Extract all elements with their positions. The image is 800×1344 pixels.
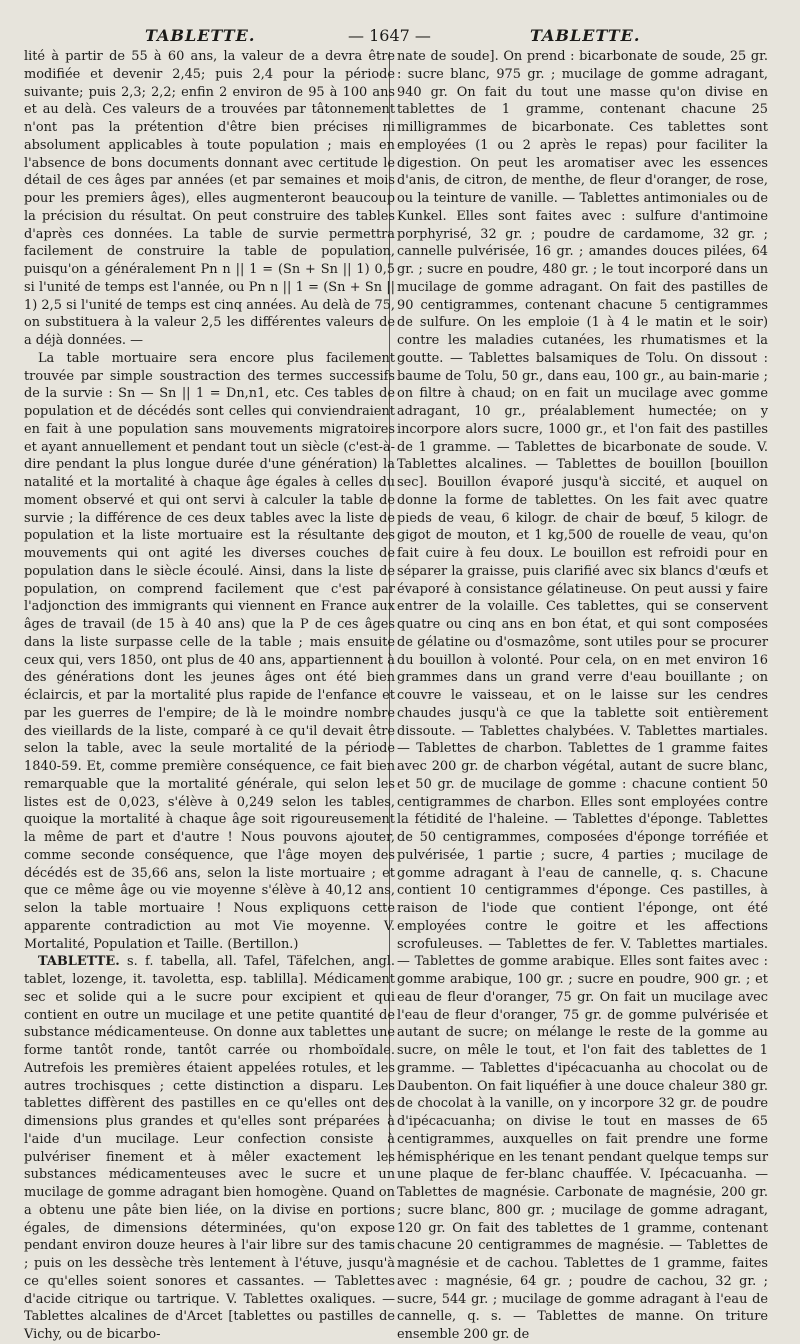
paragraph-table-mortuaire: La table mortuaire sera encore plus facilement trouvée par simple soustraction des termes successifs de la survie : Sn — Sn || 1 = Dn,n1, etc. Ces tables de population et de décédés sont celles qui conviendraient en fait à une population sans mouvements migratoires et ayant annuellement et pendant tout un siècle (c'est-à-dire pendant la plus longue durée d'une génération) la natalité et la mortalité à chaque âge égales à celles du moment observé et qui ont servi à calculer la table de survie ; la différence de ces deux tables avec la liste de population et la liste mortuaire est la résultante des mouvements qui ont agité les diverses couches de population dans le siècle écoulé. Ainsi, dans la liste de population, on comprend facilement que c'est par l'adjonction des immigrants qui viennent en France aux âges de travail (de 15 à 40 ans) que la P de ces âges dans la liste surpasse celle de la table ; mais ensuite ceux qui, vers 1850, ont plus de 40 ans, appartiennent à des générations dont les jeunes âges ont été bien éclaircis, et par la mortalité plus rapide de l'enfance et par les guerres de l'empire; de là le moindre nombre des vieillards de la liste, comparé à ce qu'il devait être selon la table, avec la seule mortalité de la période 1840-59. Et, comme première conséquence, ce fait bien remarquable que la mortalité générale, qui selon les listes est de 0,023, s'élève à 0,249 selon les tables, quoique la mortalité à chaque âge soit rigoureusement la même de part et d'autre ! Nous pouvons ajouter, comme seconde conséquence, que l'âge moyen des décédés est de 35,66 ans, selon la liste mortuaire ; et que ce même âge ou vie moyenne s'élève à 40,12 ans, selon la table mortuaire ! Nous expliquons cette apparente contradiction au mot Vie moyenne. V. Mortalité, Population et Taille. (Bertillon.) — [24, 350, 395, 952]
running-head-right: TABLETTE. — [530, 26, 641, 45]
entry-headword: TABLETTE. — [38, 954, 120, 970]
right-column — [397, 48, 768, 1344]
paragraph-table-values: lité à partir de 55 à 60 ans, la valeur de a devra être modifiée et devenir 2,45; puis 2,4 pour la période suivante; puis 2,3; 2,2; enfin 2 environ de 95 à 100 ans et au delà. Ces valeurs de a trouvées par tâtonnement n'ont pas la prétention d'être bien précises ni absolument applicables à toute population ; mais en l'absence de bons documents donnant avec certitude le détail de ces âges par années (et par semaines et mois pour les premiers âges), elles augmenteront beaucoup la précision du résultat. On peut construire des tables d'après ces données. La table de survie permettra facilement de construire la table de population, puisqu'on a généralement Pn n || 1 = (Sn + Sn || 1) 0,5 si l'unité de temps est l'année, ou Pn n || 1 = (Sn + Sn || 1) 2,5 si l'unité de temps est cinq années. Au delà de 75, on substituera à la valeur 2,5 les différentes valeurs de a déjà données. — — [24, 49, 395, 348]
paragraph-tablettes-preparations: nate de soude]. On prend : bicarbonate de soude, 25 gr. : sucre blanc, 975 gr. ; mucilage de gomme adragant, 940 gr. On fait du tout une masse qu'on divise en tablettes de 1 gramme, contenant chacune 25 milligrammes de bicarbonate. Ces tablettes sont employées (1 ou 2 après le repas) pour faciliter la digestion. On peut les aromatiser avec les essences d'anis, de citron, de menthe, de fleur d'oranger, de rose, ou la teinture de vanille. — Tablettes antimoniales ou de Kunkel. Elles sont faites avec : sulfure d'antimoine porphyrisé, 32 gr. ; poudre de cardamome, 32 gr. ; cannelle pulvérisée, 16 gr. ; amandes douces pilées, 64 gr. ; sucre en poudre, 480 gr. ; le tout incorporé dans un mucilage de gomme adragant. On fait des pastilles de 90 centigrammes, contenant chacune 5 centigrammes de sulfure. On les emploie (1 à 4 le matin et le soir) contre les maladies cutanées, les rhumatismes et la goutte. — Tablettes balsamiques de Tolu. On dissout : baume de Tolu, 50 gr., dans eau, 100 gr., au bain-marie ; on filtre à chaud; on en fait un mucilage avec gomme adragant, 10 gr., préalablement humectée; on y incorpore alors sucre, 1000 gr., et l'on fait des pastilles de 1 gramme. — Tablettes de bicarbonate de soude. V. Tablettes alcalines. — Tablettes de bouillon [bouillon sec]. Bouillon évaporé jusqu'à siccité, et auquel on donne la forme de tablettes. On les fait avec quatre pieds de veau, 6 kilogr. de chair de bœuf, 5 kilogr. de gigot de mouton, et 1 kg,500 de rouelle de veau, qu'on fait cuire à feu doux. Le bouillon est refroidi pour en séparer la graisse, puis clarifié avec six blancs d'œufs et évaporé à consistance gélatineuse. On peut aussi y faire entrer de la volaille. Ces tablettes, qui se conservent quatre ou cinq ans en bon état, et qui sont composées de gélatine ou d'osmazôme, sont utiles pour se procurer du bouillon à volonté. Pour cela, on en met environ 16 grammes dans un grand verre d'eau bouillante ; on couvre le vaisseau, et on le laisse sur les cendres chaudes jusqu'à ce que la tablette soit entièrement dissoute. — Tablettes chalybées. V. Tablettes martiales. — Tablettes de charbon. Tablettes de 1 gramme faites avec 200 gr. de charbon végétal, autant de sucre blanc, et 50 gr. de mucilage de gomme : chacune contient 50 centigrammes de charbon. Elles sont employées contre la fétidité de l'haleine. — Tablettes d'éponge. Tablettes de 50 centigrammes, composées d'éponge torréfiée et pulvérisée, 1 partie ; sucre, 4 parties ; mucilage de gomme adragant à l'eau de cannelle, q. s. Chacune contient 10 centigrammes d'éponge. Ces pastilles, à raison de l'iode que contient l'éponge, ont été employées contre le goitre et les affections scrofuleuses. — Tablettes de fer. V. Tablettes martiales. — Tablettes de gomme arabique. Elles sont faites avec : gomme arabique, 100 gr. ; sucre en poudre, 900 gr. ; et eau de fleur d'oranger, 75 gr. On fait un mucilage avec l'eau de fleur d'oranger, 75 gr. de gomme pulvérisée et autant de sucre; on mélange le reste de la gomme au sucre, on mêle le tout, et l'on fait des tablettes de 1 gramme. — Tablettes d'ipécacuanha au chocolat ou de Daubenton. On fait liquéfier à une douce chaleur 380 gr. de chocolat à la vanille, on y incorpore 32 gr. de poudre d'ipécacuanha; on divise le tout en masses de 65 centigrammes, auxquelles on fait prendre une forme hémisphérique en les tenant pendant quelque temps sur une plaque de fer-blanc chauffée. V. Ipécacuanha. — Tablettes de magnésie. Carbonate de magnésie, 200 gr. ; sucre blanc, 800 gr. ; mucilage de gomme adragant, 120 gr. On fait des tablettes de 1 gramme, contenant chacune 20 centigrammes de magnésie. — Tablettes de magnésie et de cachou. Tablettes de 1 gramme, faites avec : magnésie, 64 gr. ; poudre de cachou, 32 gr. ; sucre, 544 gr. ; mucilage de gomme adragant à l'eau de cannelle, q. s. — Tablettes de manne. On triture ensemble 200 gr. de — [397, 49, 768, 1342]
entry-tablette — [24, 953, 395, 1344]
entry-definition: s. f. tabella, all. Tafel, Täfelchen, angl. tablet, lozenge, it. tavoletta, esp. tablilla]. Médicament sec et solide qui a le sucre pour excipient et qui contient en outre un mucilage et une petite quantité de substance médicamenteuse. On donne aux tablettes une forme tantôt ronde, tantôt carrée ou rhomboïdale. Autrefois les premières étaient appelées rotules, et les autres trochisques ; cette distinction a disparu. Les tablettes diffèrent des pastilles en ce qu'elles ont des dimensions plus grandes et qu'elles sont préparées à l'aide d'un mucilage. Leur confection consiste à pulvériser finement et à mêler exactement les substances médicamenteuses avec le sucre et un mucilage de gomme adragant bien homogène. Quand on a obtenu une pâte bien liée, on la divise en portions égales, de dimensions déterminées, qu'on expose pendant environ douze heures à l'air libre sur des tamis ; puis on les dessèche très lentement à l'étuve, jusqu'à ce qu'elles soient sonores et cassantes. — Tablettes d'acide citrique ou tartrique. V. Tablettes oxaliques. — Tablettes alcalines de d'Arcet [tablettes ou pastilles de Vichy, ou de bicarbo- — [24, 954, 395, 1342]
page-number: — 1647 — — [348, 26, 431, 45]
running-head-left: TABLETTE. — [145, 26, 256, 45]
left-column — [24, 48, 395, 1344]
